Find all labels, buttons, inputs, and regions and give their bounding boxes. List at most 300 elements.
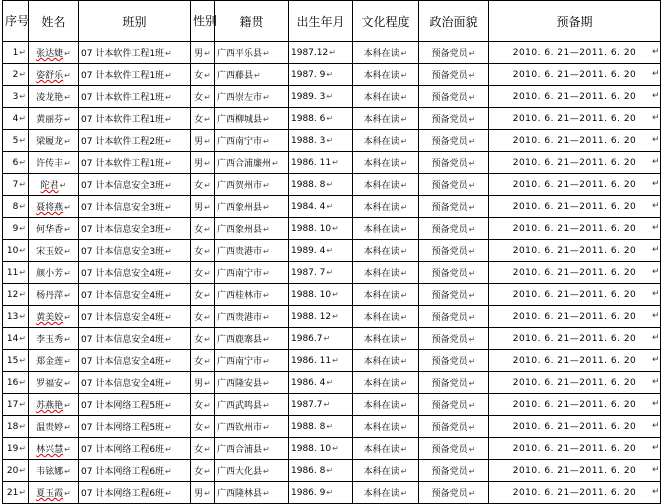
cell-political <box>419 196 489 218</box>
cell-end-mark-icon: ↵ <box>64 445 71 454</box>
cell-end-mark-icon: ↵ <box>468 467 476 476</box>
table-row <box>3 460 661 482</box>
header-class: 班别 <box>79 1 191 42</box>
cell-end-mark-icon: ↵ <box>64 159 71 168</box>
cell-end-mark-icon: ↵ <box>272 159 279 168</box>
cell-political-text: 预备党员 <box>431 49 468 59</box>
table-row <box>3 130 661 152</box>
cell-end-mark-icon: ↵ <box>332 311 339 321</box>
cell-end-mark-icon: ↵ <box>165 71 172 80</box>
cell-gender-text: 男 <box>194 159 204 169</box>
cell-political-text: 预备党员 <box>431 225 468 235</box>
cell-end-mark-icon: ↵ <box>204 401 211 410</box>
cell-birth-text: 1986. 8 <box>291 465 326 476</box>
cell-end-mark-icon: ↵ <box>204 181 211 190</box>
cell-class <box>79 482 191 504</box>
cell-end-mark-icon: ↵ <box>468 71 476 80</box>
cell-end-mark-icon: ↵ <box>400 313 408 322</box>
cell-end-mark-icon: ↵ <box>19 443 26 453</box>
cell-birth-text: 1986. 9 <box>291 487 326 498</box>
cell-political <box>419 284 489 306</box>
cell-period <box>489 328 661 350</box>
cell-class <box>79 42 191 64</box>
cell-gender <box>191 240 215 262</box>
cell-end-mark-icon: ↵ <box>400 269 408 278</box>
cell-education <box>353 108 419 130</box>
cell-end-mark-icon: ↵ <box>165 445 172 454</box>
cell-class <box>79 130 191 152</box>
cell-class <box>79 174 191 196</box>
cell-end-mark-icon: ↵ <box>263 269 270 278</box>
cell-origin <box>215 174 289 196</box>
cell-birth <box>289 262 353 284</box>
cell-name-text: 颜小芳 <box>36 269 64 279</box>
cell-end-mark-icon: ↵ <box>165 335 172 344</box>
cell-gender-text: 女 <box>194 71 204 81</box>
cell-origin <box>215 328 289 350</box>
cell-end-mark-icon: ↵ <box>326 201 334 211</box>
cell-seq-text: 13 <box>6 311 19 322</box>
cell-gender-text: 女 <box>194 313 204 323</box>
cell-birth <box>289 174 353 196</box>
cell-end-mark-icon: ↵ <box>19 377 26 387</box>
cell-end-mark-icon: ↵ <box>263 467 270 476</box>
cell-class-text: 07 计本软件工程2班 <box>81 137 165 147</box>
cell-education <box>353 306 419 328</box>
cell-political <box>419 372 489 394</box>
header-political: 政治面貌 <box>419 1 489 42</box>
cell-origin <box>215 86 289 108</box>
cell-name-text: 梁履龙 <box>36 137 64 147</box>
cell-end-mark-icon: ↵ <box>651 267 660 277</box>
cell-class-text: 07 计本信息安全3班 <box>81 181 165 191</box>
cell-end-mark-icon: ↵ <box>651 245 660 255</box>
cell-period <box>489 240 661 262</box>
cell-education <box>353 130 419 152</box>
cell-origin <box>215 394 289 416</box>
cell-end-mark-icon: ↵ <box>204 71 211 80</box>
cell-origin-text: 广西贺州市 <box>217 181 263 191</box>
cell-end-mark-icon: ↵ <box>204 137 211 146</box>
cell-end-mark-icon: ↵ <box>468 269 476 278</box>
cell-class-text: 07 计本信息安全4班 <box>81 335 165 345</box>
cell-education-text: 本科在读 <box>363 423 400 433</box>
cell-period-text: 2010. 6. 21—2011. 6. 20 <box>512 443 637 454</box>
cell-end-mark-icon: ↵ <box>323 333 331 343</box>
table-row <box>3 416 661 438</box>
cell-class <box>79 284 191 306</box>
cell-seq <box>3 350 29 372</box>
cell-class <box>79 306 191 328</box>
cell-birth <box>289 42 353 64</box>
cell-political-text: 预备党员 <box>431 203 468 213</box>
table-row <box>3 218 661 240</box>
cell-end-mark-icon: ↵ <box>165 93 172 102</box>
cell-gender-text: 男 <box>194 203 204 213</box>
cell-class <box>79 416 191 438</box>
cell-gender <box>191 218 215 240</box>
cell-end-mark-icon: ↵ <box>165 313 172 322</box>
cell-period-text: 2010. 6. 21—2011. 6. 20 <box>512 333 637 344</box>
cell-origin-text: 广西钦州市 <box>217 423 263 433</box>
cell-class-text: 07 计本信息安全3班 <box>81 203 165 213</box>
cell-end-mark-icon: ↵ <box>165 269 172 278</box>
cell-end-mark-icon: ↵ <box>165 489 172 498</box>
cell-origin <box>215 42 289 64</box>
cell-end-mark-icon: ↵ <box>400 159 408 168</box>
table-row <box>3 328 661 350</box>
cell-education <box>353 394 419 416</box>
cell-birth <box>289 416 353 438</box>
cell-seq-text: 3 <box>12 91 19 102</box>
cell-political-text: 预备党员 <box>431 445 468 455</box>
cell-end-mark-icon: ↵ <box>19 201 26 211</box>
cell-name <box>29 42 79 64</box>
cell-education <box>353 86 419 108</box>
cell-period <box>489 42 661 64</box>
cell-political-text: 预备党员 <box>431 93 468 103</box>
cell-political <box>419 152 489 174</box>
cell-education-text: 本科在读 <box>363 49 400 59</box>
cell-end-mark-icon: ↵ <box>204 357 211 366</box>
cell-end-mark-icon: ↵ <box>326 377 334 387</box>
cell-seq <box>3 64 29 86</box>
cell-birth-text: 1986. 11 <box>291 157 332 168</box>
cell-end-mark-icon: ↵ <box>651 333 660 343</box>
cell-seq <box>3 262 29 284</box>
cell-origin-text: 广西南宁市 <box>217 357 263 367</box>
cell-name-text: 陀君 <box>40 181 59 191</box>
cell-birth <box>289 218 353 240</box>
cell-class-text: 07 计本信息安全4班 <box>81 269 165 279</box>
cell-education <box>353 372 419 394</box>
cell-end-mark-icon: ↵ <box>19 179 26 189</box>
cell-gender <box>191 460 215 482</box>
cell-end-mark-icon: ↵ <box>468 49 476 58</box>
cell-seq <box>3 372 29 394</box>
cell-end-mark-icon: ↵ <box>400 379 408 388</box>
cell-political-text: 预备党员 <box>431 291 468 301</box>
cell-origin-text: 广西南宁市 <box>217 137 263 147</box>
cell-end-mark-icon: ↵ <box>651 223 660 233</box>
cell-birth-text: 1986. 11 <box>291 355 332 366</box>
cell-end-mark-icon: ↵ <box>400 291 408 300</box>
cell-political-text: 预备党员 <box>431 247 468 257</box>
cell-gender <box>191 130 215 152</box>
cell-end-mark-icon: ↵ <box>19 421 26 431</box>
cell-birth <box>289 108 353 130</box>
table-row <box>3 174 661 196</box>
cell-origin <box>215 306 289 328</box>
cell-birth <box>289 438 353 460</box>
cell-gender <box>191 86 215 108</box>
table-row <box>3 262 661 284</box>
table-row <box>3 394 661 416</box>
cell-end-mark-icon: ↵ <box>204 489 211 498</box>
cell-political <box>419 86 489 108</box>
cell-end-mark-icon: ↵ <box>326 91 334 101</box>
cell-birth <box>289 482 353 504</box>
cell-name-text: 许传丰 <box>36 159 64 169</box>
cell-class <box>79 350 191 372</box>
cell-end-mark-icon: ↵ <box>651 135 660 145</box>
cell-end-mark-icon: ↵ <box>323 399 331 409</box>
cell-gender <box>191 196 215 218</box>
cell-birth <box>289 350 353 372</box>
cell-education <box>353 64 419 86</box>
cell-end-mark-icon: ↵ <box>468 357 476 366</box>
cell-seq-text: 18 <box>6 421 19 432</box>
cell-name <box>29 86 79 108</box>
cell-education <box>353 196 419 218</box>
cell-seq-text: 5 <box>12 135 19 146</box>
cell-end-mark-icon: ↵ <box>165 225 172 234</box>
cell-period-text: 2010. 6. 21—2011. 6. 20 <box>512 465 637 476</box>
cell-end-mark-icon: ↵ <box>64 49 71 58</box>
cell-origin <box>215 130 289 152</box>
cell-end-mark-icon: ↵ <box>204 269 211 278</box>
cell-end-mark-icon: ↵ <box>332 223 339 233</box>
cell-political <box>419 218 489 240</box>
cell-period <box>489 460 661 482</box>
cell-education-text: 本科在读 <box>363 247 400 257</box>
cell-period-text: 2010. 6. 21—2011. 6. 20 <box>512 355 637 366</box>
cell-end-mark-icon: ↵ <box>468 247 476 256</box>
cell-period-text: 2010. 6. 21—2011. 6. 20 <box>512 157 637 168</box>
cell-end-mark-icon: ↵ <box>263 115 270 124</box>
cell-period-text: 2010. 6. 21—2011. 6. 20 <box>512 47 637 58</box>
cell-name <box>29 306 79 328</box>
cell-gender <box>191 174 215 196</box>
cell-end-mark-icon: ↵ <box>19 333 26 343</box>
cell-origin-text: 广西桂林市 <box>217 291 263 301</box>
cell-end-mark-icon: ↵ <box>651 179 660 189</box>
cell-gender-text: 女 <box>194 247 204 257</box>
cell-period-text: 2010. 6. 21—2011. 6. 20 <box>512 179 637 190</box>
cell-education-text: 本科在读 <box>363 313 400 323</box>
cell-gender <box>191 64 215 86</box>
cell-gender-text: 女 <box>194 291 204 301</box>
cell-end-mark-icon: ↵ <box>263 357 270 366</box>
cell-seq <box>3 152 29 174</box>
cell-end-mark-icon: ↵ <box>64 489 71 498</box>
cell-name-text: 黄美姣 <box>36 313 64 323</box>
cell-birth-text: 1987. 9 <box>291 69 326 80</box>
cell-name <box>29 174 79 196</box>
cell-period <box>489 196 661 218</box>
cell-seq <box>3 306 29 328</box>
cell-political <box>419 328 489 350</box>
header-origin: 籍贯 <box>215 1 289 42</box>
cell-end-mark-icon: ↵ <box>263 423 270 432</box>
cell-end-mark-icon: ↵ <box>204 203 211 212</box>
cell-birth <box>289 372 353 394</box>
cell-end-mark-icon: ↵ <box>400 489 408 498</box>
cell-education-text: 本科在读 <box>363 335 400 345</box>
cell-seq-text: 1 <box>12 47 19 58</box>
cell-name-text: 宋玉姣 <box>36 247 64 257</box>
cell-class-text: 07 计本软件工程1班 <box>81 71 165 81</box>
cell-education <box>353 328 419 350</box>
cell-end-mark-icon: ↵ <box>19 245 26 255</box>
cell-end-mark-icon: ↵ <box>468 423 476 432</box>
cell-education-text: 本科在读 <box>363 357 400 367</box>
cell-end-mark-icon: ↵ <box>468 203 476 212</box>
cell-education-text: 本科在读 <box>363 291 400 301</box>
cell-class <box>79 108 191 130</box>
cell-end-mark-icon: ↵ <box>651 69 660 79</box>
cell-end-mark-icon: ↵ <box>468 445 476 454</box>
cell-name-text: 张达婕 <box>36 49 64 59</box>
header-birth: 出生年月 <box>289 1 353 42</box>
cell-name-text: 温贵婷 <box>36 423 64 433</box>
cell-gender-text: 女 <box>194 357 204 367</box>
cell-period <box>489 64 661 86</box>
cell-name <box>29 196 79 218</box>
cell-seq-text: 21 <box>6 487 19 498</box>
cell-name <box>29 284 79 306</box>
cell-origin-text: 广西藤县 <box>217 71 254 81</box>
cell-end-mark-icon: ↵ <box>165 291 172 300</box>
cell-end-mark-icon: ↵ <box>651 311 660 321</box>
cell-origin <box>215 64 289 86</box>
cell-end-mark-icon: ↵ <box>468 137 476 146</box>
cell-origin <box>215 152 289 174</box>
cell-gender <box>191 284 215 306</box>
cell-gender <box>191 372 215 394</box>
cell-seq-text: 17 <box>6 399 19 410</box>
cell-end-mark-icon: ↵ <box>400 467 408 476</box>
cell-origin-text: 广西合浦县 <box>217 445 263 455</box>
cell-end-mark-icon: ↵ <box>263 49 270 58</box>
cell-class-text: 07 计本网络工程5班 <box>81 423 165 433</box>
cell-political-text: 预备党员 <box>431 423 468 433</box>
cell-end-mark-icon: ↵ <box>64 401 71 410</box>
cell-political <box>419 416 489 438</box>
cell-end-mark-icon: ↵ <box>400 203 408 212</box>
cell-period <box>489 152 661 174</box>
cell-end-mark-icon: ↵ <box>64 225 71 234</box>
cell-end-mark-icon: ↵ <box>332 289 339 299</box>
cell-end-mark-icon: ↵ <box>254 71 261 80</box>
cell-education <box>353 416 419 438</box>
cell-period <box>489 394 661 416</box>
cell-end-mark-icon: ↵ <box>263 489 270 498</box>
cell-seq <box>3 196 29 218</box>
cell-origin <box>215 416 289 438</box>
member-table <box>2 0 661 504</box>
cell-period-text: 2010. 6. 21—2011. 6. 20 <box>512 267 637 278</box>
cell-end-mark-icon: ↵ <box>651 91 660 101</box>
cell-birth <box>289 152 353 174</box>
cell-end-mark-icon: ↵ <box>165 181 172 190</box>
cell-name-text: 苏燕艳 <box>36 401 64 411</box>
cell-seq <box>3 108 29 130</box>
cell-origin <box>215 196 289 218</box>
cell-end-mark-icon: ↵ <box>19 91 26 101</box>
cell-end-mark-icon: ↵ <box>165 137 172 146</box>
cell-birth-text: 1986.7 <box>291 333 323 344</box>
table-row <box>3 42 661 64</box>
cell-political-text: 预备党员 <box>431 489 468 499</box>
cell-name <box>29 64 79 86</box>
cell-gender <box>191 262 215 284</box>
cell-political <box>419 482 489 504</box>
cell-political <box>419 42 489 64</box>
cell-seq-text: 15 <box>6 355 19 366</box>
cell-political <box>419 240 489 262</box>
cell-name-text: 何华香 <box>36 225 64 235</box>
cell-birth-text: 1989. 3 <box>291 91 326 102</box>
cell-political-text: 预备党员 <box>431 269 468 279</box>
cell-end-mark-icon: ↵ <box>400 49 408 58</box>
cell-seq-text: 10 <box>6 245 19 256</box>
cell-end-mark-icon: ↵ <box>263 291 270 300</box>
cell-political <box>419 174 489 196</box>
cell-period-text: 2010. 6. 21—2011. 6. 20 <box>512 135 637 146</box>
cell-political <box>419 64 489 86</box>
cell-end-mark-icon: ↵ <box>204 467 211 476</box>
cell-end-mark-icon: ↵ <box>19 113 26 123</box>
cell-name-text: 郑金莲 <box>36 357 64 367</box>
cell-seq-text: 11 <box>6 267 19 278</box>
cell-end-mark-icon: ↵ <box>64 357 71 366</box>
cell-end-mark-icon: ↵ <box>165 115 172 124</box>
cell-end-mark-icon: ↵ <box>165 357 172 366</box>
cell-name <box>29 460 79 482</box>
header-gender: 性别 <box>191 1 215 42</box>
cell-education <box>353 262 419 284</box>
cell-seq <box>3 284 29 306</box>
cell-name-text: 凌龙艳 <box>36 93 64 103</box>
table-row <box>3 86 661 108</box>
cell-period-text: 2010. 6. 21—2011. 6. 20 <box>512 245 637 256</box>
cell-birth-text: 1987.12 <box>291 47 329 58</box>
cell-period-text: 2010. 6. 21—2011. 6. 20 <box>512 487 637 498</box>
table-row <box>3 196 661 218</box>
cell-seq-text: 12 <box>6 289 19 300</box>
cell-end-mark-icon: ↵ <box>651 443 660 453</box>
cell-birth <box>289 394 353 416</box>
cell-end-mark-icon: ↵ <box>19 289 26 299</box>
cell-end-mark-icon: ↵ <box>651 201 660 211</box>
cell-education <box>353 218 419 240</box>
cell-period <box>489 262 661 284</box>
cell-origin-text: 广西隆林县 <box>217 489 263 499</box>
table-row <box>3 64 661 86</box>
cell-education-text: 本科在读 <box>363 71 400 81</box>
cell-gender-text: 女 <box>194 93 204 103</box>
cell-gender-text: 男 <box>194 49 204 59</box>
cell-period-text: 2010. 6. 21—2011. 6. 20 <box>512 311 637 322</box>
cell-political <box>419 394 489 416</box>
cell-seq-text: 6 <box>12 157 19 168</box>
cell-education <box>353 174 419 196</box>
cell-end-mark-icon: ↵ <box>468 313 476 322</box>
cell-end-mark-icon: ↵ <box>326 421 334 431</box>
cell-birth <box>289 306 353 328</box>
cell-end-mark-icon: ↵ <box>468 291 476 300</box>
cell-education <box>353 42 419 64</box>
cell-seq <box>3 482 29 504</box>
cell-class-text: 07 计本信息安全4班 <box>81 357 165 367</box>
cell-end-mark-icon: ↵ <box>651 421 660 431</box>
cell-origin-text: 广西武鸣县 <box>217 401 263 411</box>
cell-end-mark-icon: ↵ <box>468 93 476 102</box>
cell-name-text: 罗福安 <box>36 379 64 389</box>
cell-seq <box>3 174 29 196</box>
cell-name <box>29 394 79 416</box>
